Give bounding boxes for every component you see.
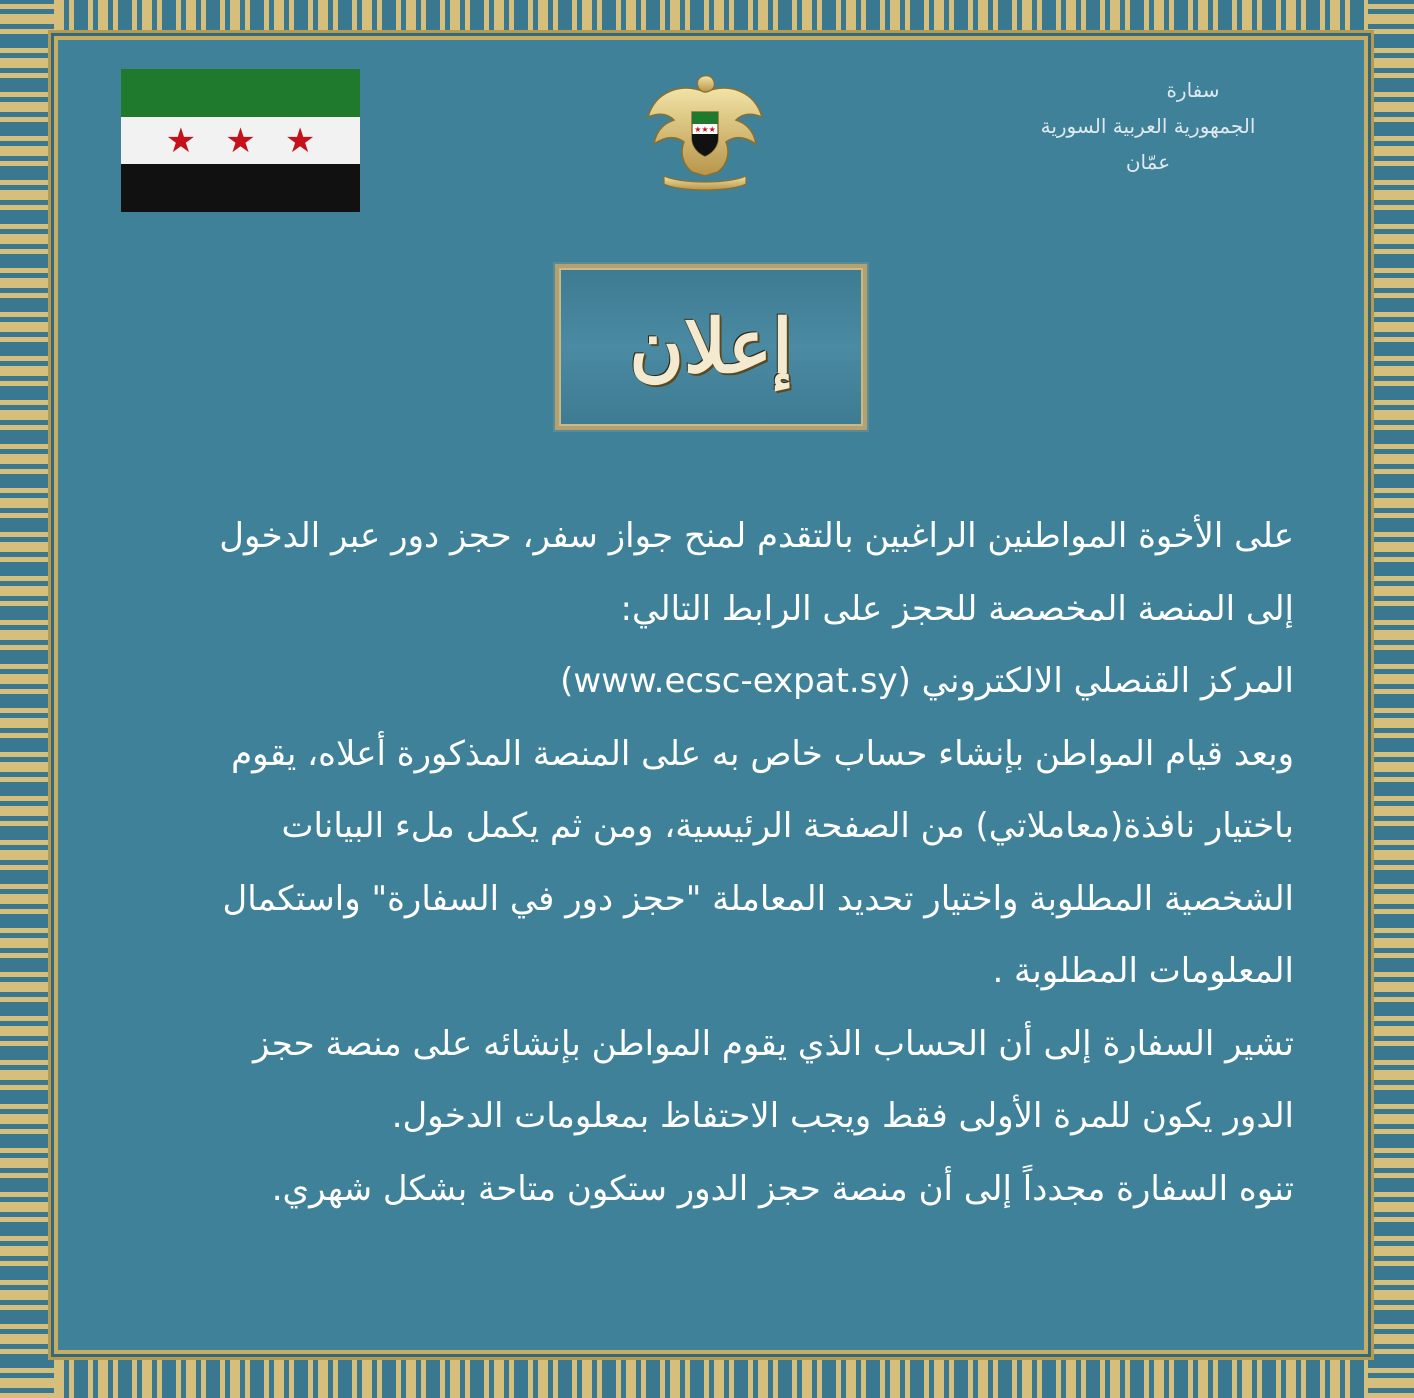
- announcement-title: إعلان: [629, 304, 793, 390]
- body-line: وبعد قيام المواطن بإنشاء حساب خاص به على المنصة المذكورة أعلاه، يقوم: [231, 733, 1294, 774]
- border-right: [1368, 0, 1414, 1398]
- flag-green-stripe: [121, 69, 360, 117]
- body-line: تنوه السفارة مجدداً إلى أن منصة حجز الدور ستكون متاحة بشكل شهري.: [271, 1168, 1294, 1209]
- border-left: [0, 0, 54, 1398]
- body-line: الدور يكون للمرة الأولى فقط ويجب الاحتفاظ بمعلومات الدخول.: [391, 1096, 1294, 1136]
- embassy-header: [998, 72, 1298, 180]
- syrian-flag: [121, 69, 360, 212]
- flag-black-stripe: [121, 164, 360, 212]
- star-icon: ★: [165, 120, 197, 161]
- embassy-line-3: عمّان: [1125, 150, 1171, 174]
- border-top: [0, 0, 1414, 36]
- svg-text:★★★: ★★★: [694, 125, 716, 134]
- body-line: على الأخوة المواطنين الراغبين بالتقدم لمنح جواز سفر، حجز دور عبر الدخول: [219, 516, 1294, 556]
- announcement-title-box: [559, 268, 863, 426]
- star-icon: ★: [225, 120, 256, 161]
- border-bottom: [0, 1358, 1414, 1398]
- eagle-emblem-icon: [640, 72, 770, 194]
- body-line: إلى المنصة المخصصة للحجز على الرابط التالي:: [620, 588, 1294, 629]
- body-line: باختيار نافذة(معاملاتي) من الصفحة الرئيسية، ومن ثم يكمل ملء البيانات: [281, 806, 1294, 846]
- star-icon: ★: [284, 120, 316, 161]
- body-line: المعلومات المطلوبة .: [992, 951, 1294, 991]
- body-line: تشير السفارة إلى أن الحساب الذي يقوم المواطن بإنشائه على منصة حجز: [252, 1023, 1294, 1064]
- body-line: المركز القنصلي الالكتروني (www.ecsc-expat.sy): [560, 661, 1294, 701]
- flag-white-stripe: [121, 117, 360, 165]
- body-line: الشخصية المطلوبة واختيار تحديد المعاملة "حجز دور في السفارة" واستكمال: [222, 878, 1294, 919]
- embassy-line-2: الجمهورية العربية السورية: [1040, 114, 1256, 138]
- announcement-body: [118, 500, 1294, 1225]
- embassy-line-1: سفارة: [1166, 78, 1220, 102]
